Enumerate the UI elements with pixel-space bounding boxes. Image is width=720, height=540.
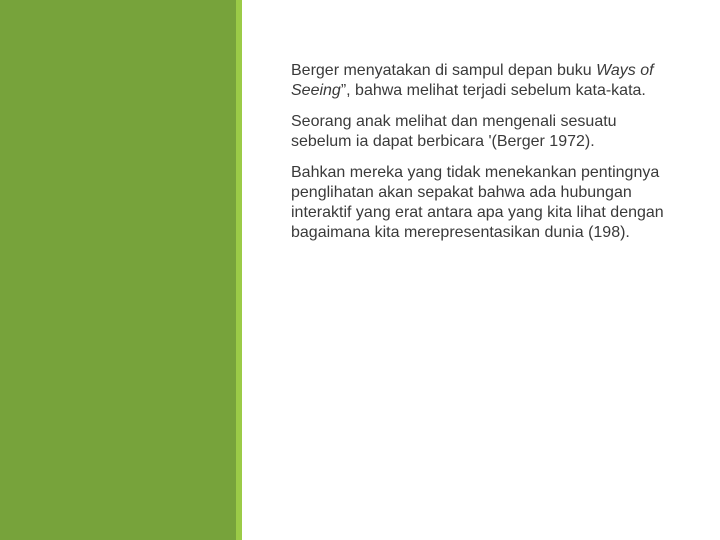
paragraph-3: Bahkan mereka yang tidak menekankan pentingnya penglihatan akan sepakat bahwa ada hubungan interaktif yang erat antara apa yang kita lihat dengan bagaimana kita merepresentasikan dunia (198). [291,164,664,241]
side-stripe [236,0,242,540]
paragraph-1-tail: ”, bahwa melihat terjadi sebelum kata-kata. [340,82,646,99]
text-content [291,61,671,254]
paragraph-1 [291,61,671,101]
side-panel [0,0,240,540]
paragraph-1-lead: Berger menyatakan di sampul depan buku [291,62,597,79]
paragraph-2: Seorang anak melihat dan mengenali sesuatu sebelum ia dapat berbicara '(Berger 1972). [291,113,617,150]
book-title: Ways of Seeing [291,62,654,99]
